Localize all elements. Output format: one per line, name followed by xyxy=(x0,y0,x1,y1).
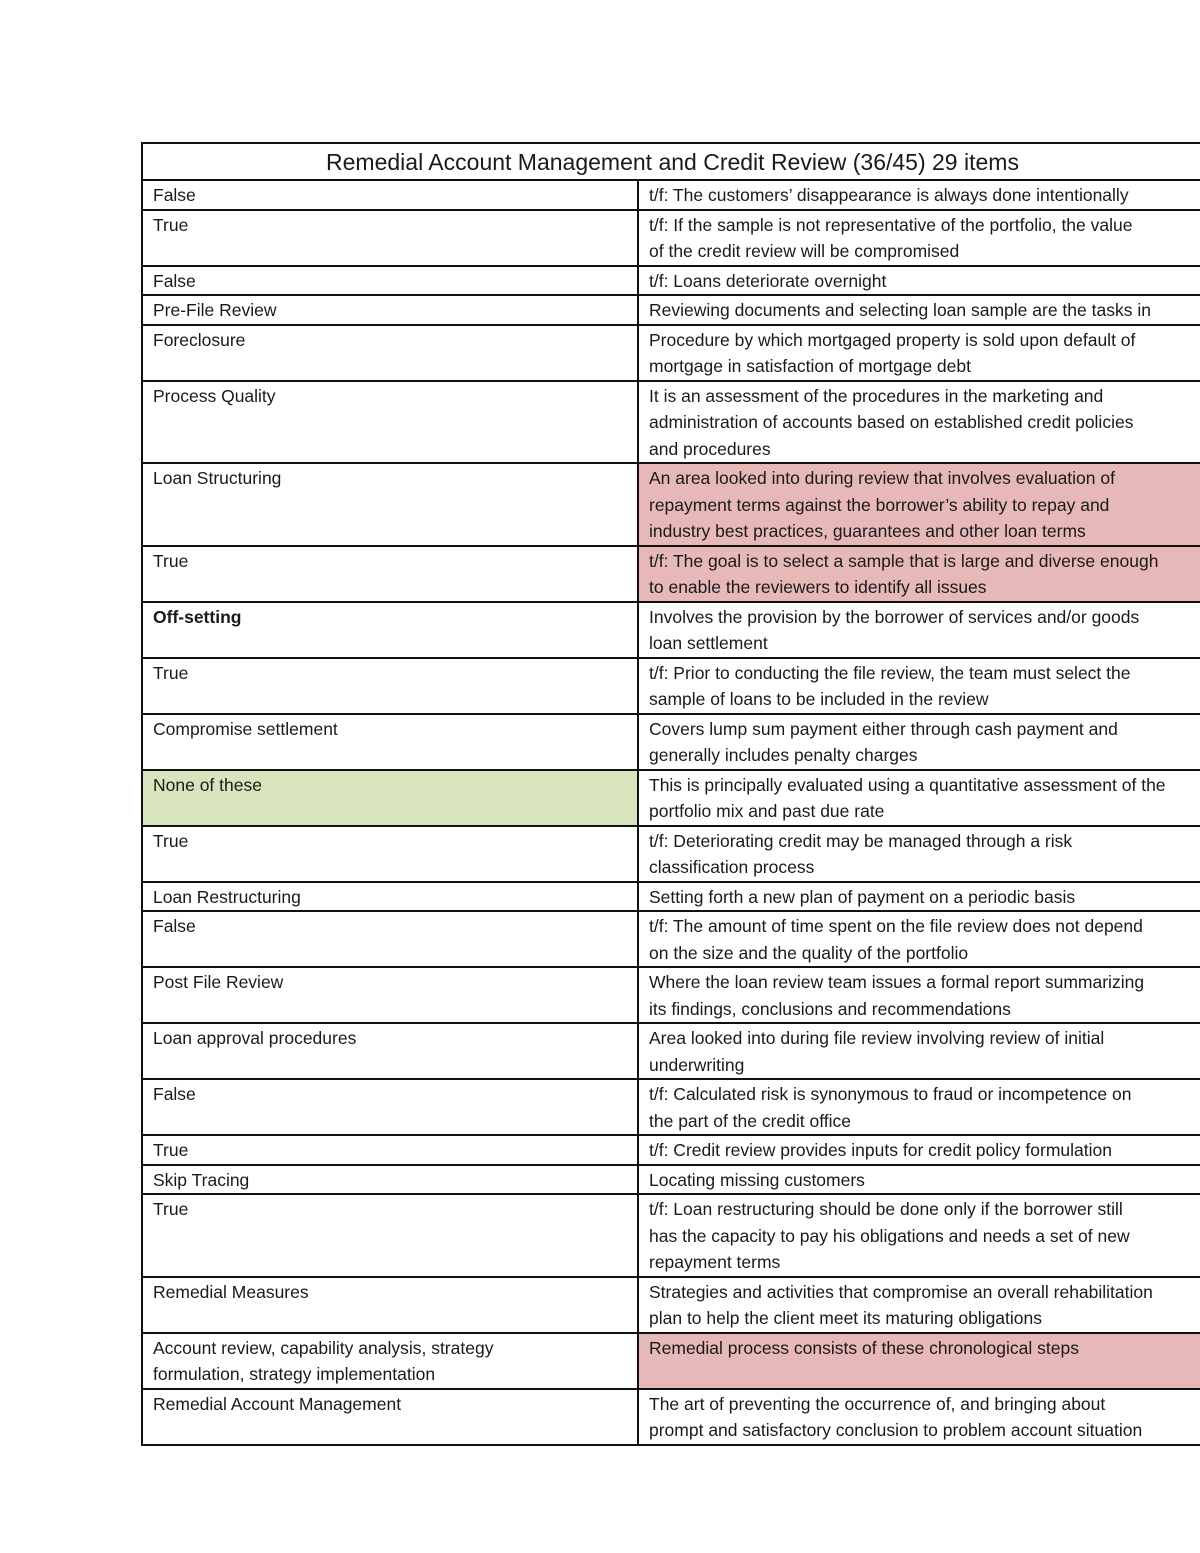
question-cell-highlighted: t/f: The goal is to select a sample that is large and diverse enough to enable the reviewers to identify all issues xyxy=(638,546,1200,602)
table-row xyxy=(142,602,1200,658)
answer-cell: Loan Structuring xyxy=(142,463,638,546)
table-row xyxy=(142,826,1200,882)
table-row xyxy=(142,1333,1200,1389)
answer-cell: False xyxy=(142,911,638,967)
question-cell: t/f: If the sample is not representative of the portfolio, the value of the credit review will be compromised xyxy=(638,210,1200,266)
answer-table xyxy=(141,142,1200,1446)
table-row xyxy=(142,180,1200,210)
quiz-sheet xyxy=(141,142,1200,1446)
question-cell: t/f: Deteriorating credit may be managed through a risk classification process xyxy=(638,826,1200,882)
table-row xyxy=(142,1165,1200,1195)
table-row xyxy=(142,266,1200,296)
table-row xyxy=(142,1194,1200,1277)
question-cell: t/f: Loans deteriorate overnight xyxy=(638,266,1200,296)
answer-cell: False xyxy=(142,266,638,296)
question-cell: It is an assessment of the procedures in the marketing and administration of accounts based on established credit policies and procedures xyxy=(638,381,1200,464)
answer-cell: True xyxy=(142,546,638,602)
answer-cell: True xyxy=(142,1135,638,1165)
answer-cell: Post File Review xyxy=(142,967,638,1023)
question-cell: t/f: Prior to conducting the file review, the team must select the sample of loans to be included in the review xyxy=(638,658,1200,714)
table-title-text: Remedial Account Management and Credit Review (36/45) 29 items xyxy=(326,149,1019,175)
question-cell: The art of preventing the occurrence of, and bringing about prompt and satisfactory conclusion to problem account situation xyxy=(638,1389,1200,1445)
answer-cell: True xyxy=(142,210,638,266)
question-cell: Procedure by which mortgaged property is sold upon default of mortgage in satisfaction of mortgage debt xyxy=(638,325,1200,381)
table-row xyxy=(142,911,1200,967)
answer-cell: Skip Tracing xyxy=(142,1165,638,1195)
table-row xyxy=(142,770,1200,826)
question-cell: Covers lump sum payment either through cash payment and generally includes penalty charges xyxy=(638,714,1200,770)
question-cell: Area looked into during file review involving review of initial underwriting xyxy=(638,1023,1200,1079)
table-row xyxy=(142,967,1200,1023)
table-row xyxy=(142,882,1200,912)
answer-cell: Loan approval procedures xyxy=(142,1023,638,1079)
table-row xyxy=(142,381,1200,464)
table-row xyxy=(142,1023,1200,1079)
answer-cell: Pre-File Review xyxy=(142,295,638,325)
question-cell-highlighted: Remedial process consists of these chronological steps xyxy=(638,1333,1200,1389)
answer-cell: Process Quality xyxy=(142,381,638,464)
table-row xyxy=(142,295,1200,325)
answer-cell: Remedial Measures xyxy=(142,1277,638,1333)
table-row xyxy=(142,1079,1200,1135)
question-cell: Locating missing customers xyxy=(638,1165,1200,1195)
table-row xyxy=(142,1389,1200,1445)
question-cell: Setting forth a new plan of payment on a periodic basis xyxy=(638,882,1200,912)
question-cell-highlighted: An area looked into during review that involves evaluation of repayment terms against the borrower’s ability to repay and industry best practices, guarantees and other loan terms xyxy=(638,463,1200,546)
table-row xyxy=(142,658,1200,714)
answer-cell: Remedial Account Management xyxy=(142,1389,638,1445)
table-row xyxy=(142,210,1200,266)
question-cell: Involves the provision by the borrower of services and/or goods loan settlement xyxy=(638,602,1200,658)
answer-cell: Loan Restructuring xyxy=(142,882,638,912)
table-row xyxy=(142,1135,1200,1165)
table-row xyxy=(142,325,1200,381)
table-row xyxy=(142,546,1200,602)
table-row xyxy=(142,714,1200,770)
answer-cell: Compromise settlement xyxy=(142,714,638,770)
answer-cell: True xyxy=(142,1194,638,1277)
answer-cell: True xyxy=(142,826,638,882)
table-title xyxy=(142,143,1200,180)
question-cell: Reviewing documents and selecting loan sample are the tasks in xyxy=(638,295,1200,325)
question-cell: t/f: Calculated risk is synonymous to fraud or incompetence on the part of the credit office xyxy=(638,1079,1200,1135)
table-row xyxy=(142,1277,1200,1333)
answer-cell: True xyxy=(142,658,638,714)
question-cell: Strategies and activities that compromise an overall rehabilitation plan to help the client meet its maturing obligations xyxy=(638,1277,1200,1333)
answer-cell: Account review, capability analysis, strategy formulation, strategy implementation xyxy=(142,1333,638,1389)
title-row xyxy=(142,143,1200,180)
answer-cell-highlighted: None of these xyxy=(142,770,638,826)
question-cell: This is principally evaluated using a quantitative assessment of the portfolio mix and past due rate xyxy=(638,770,1200,826)
answer-cell: Off-setting xyxy=(142,602,638,658)
table-row xyxy=(142,463,1200,546)
answer-cell: Foreclosure xyxy=(142,325,638,381)
question-cell: t/f: The customers’ disappearance is always done intentionally xyxy=(638,180,1200,210)
answer-cell: False xyxy=(142,1079,638,1135)
question-cell: t/f: The amount of time spent on the file review does not depend on the size and the quality of the portfolio xyxy=(638,911,1200,967)
question-cell: t/f: Credit review provides inputs for credit policy formulation xyxy=(638,1135,1200,1165)
answer-cell: False xyxy=(142,180,638,210)
question-cell: Where the loan review team issues a formal report summarizing its findings, conclusions and recommendations xyxy=(638,967,1200,1023)
question-cell: t/f: Loan restructuring should be done only if the borrower still has the capacity to pay his obligations and needs a set of new repayment terms xyxy=(638,1194,1200,1277)
